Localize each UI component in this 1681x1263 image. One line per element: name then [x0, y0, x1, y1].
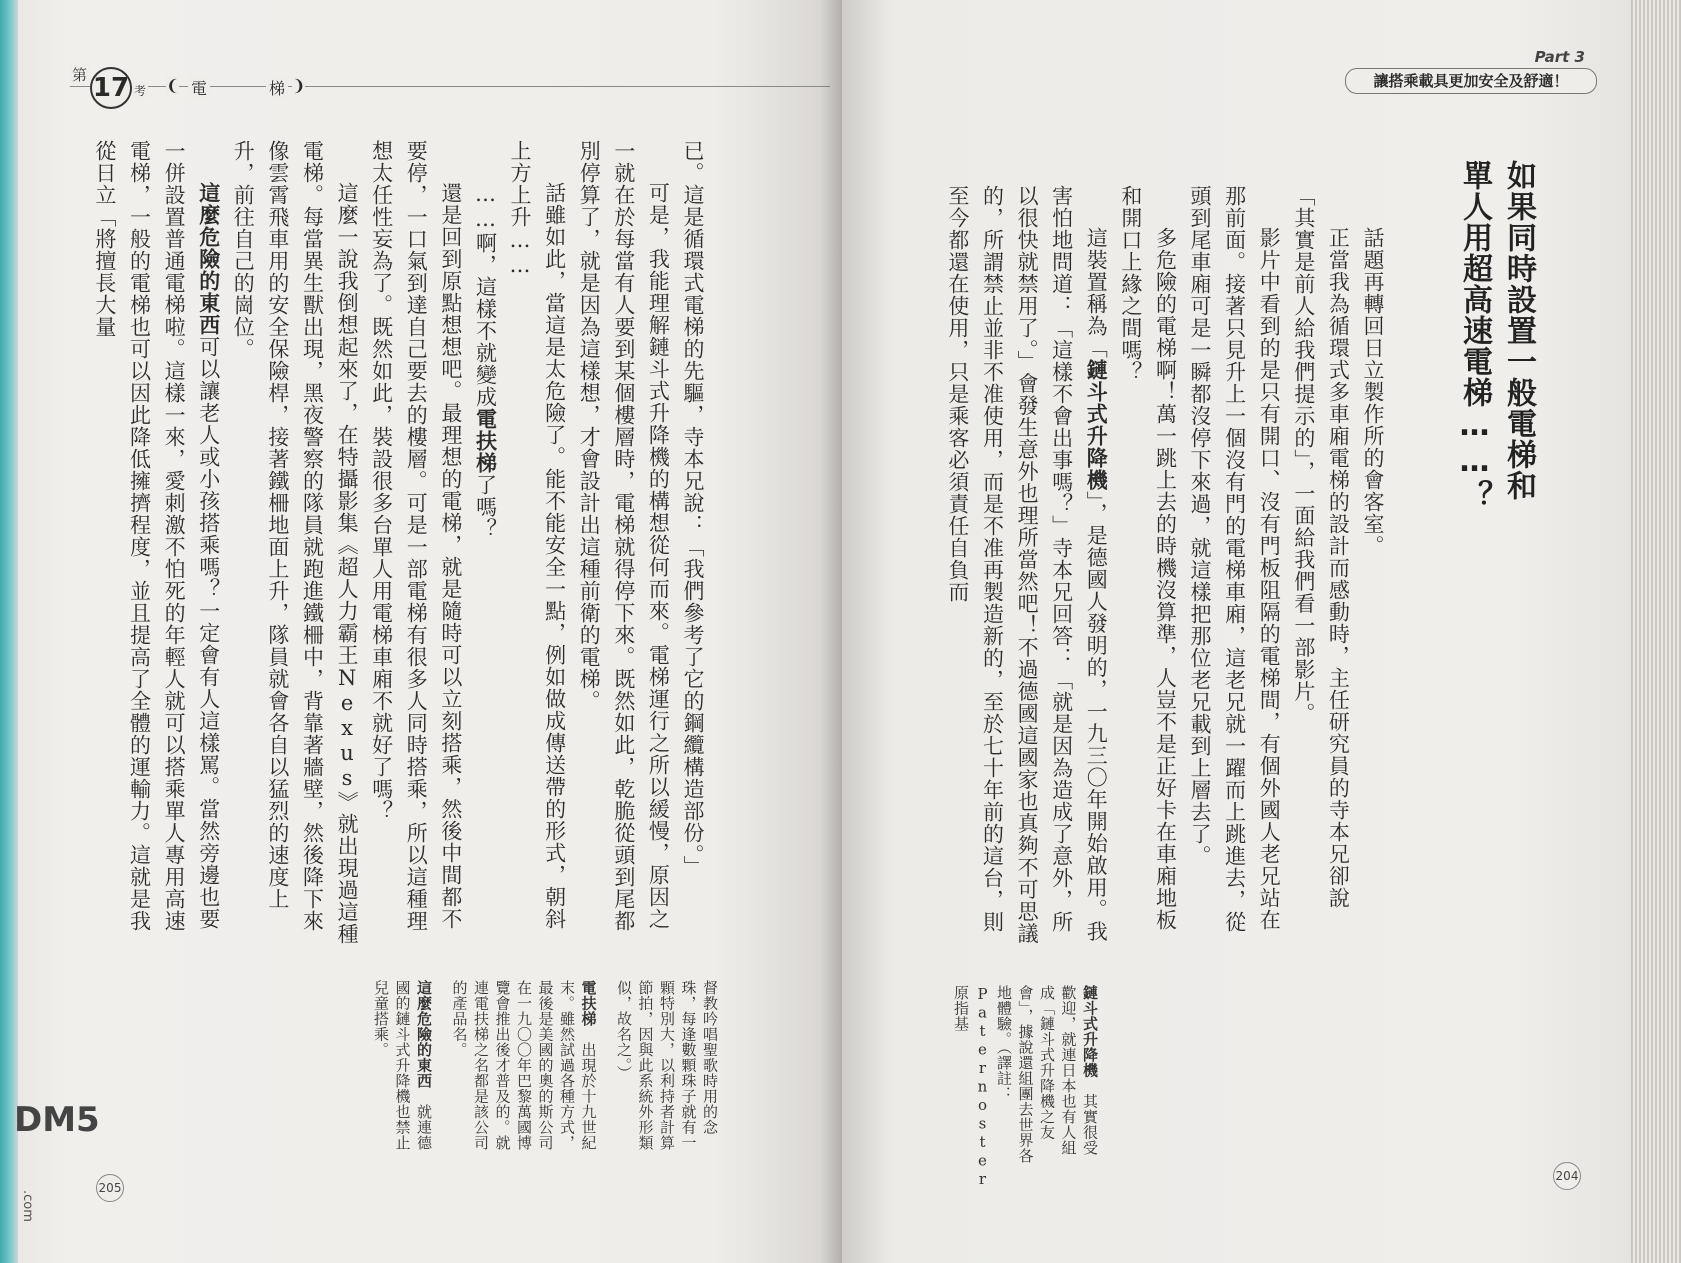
- header-rule: [70, 86, 830, 87]
- page-edges: [1631, 0, 1681, 1263]
- paragraph: 影片中看到的是只有開口、沒有門板阻隔的電梯間，有個外國人老兄站在那前面。接著只見升上一個沒有門的電梯車廂，這老兄就一躍而上跳進去，從頭到尾車廂可是一瞬都沒停下來過，就這樣把那位老兄載到上層去了。: [1188, 185, 1282, 933]
- left-body-text: [92, 140, 710, 945]
- paragraph: 這麼一說我倒想起來了，在特攝影集《超人力霸王Nexus》就出現過這種電梯。每當異生獸出現，黑夜警察的隊員就跑進鐵柵中，背靠著牆壁，然後降下來像雲霄飛車用的安全保險桿，接著鐵柵地面上升，隊員就會各自以猛烈的速度上升，前往自己的崗位。: [231, 140, 360, 945]
- ornament-icon: ❩: [292, 76, 306, 95]
- page-number-left: 205: [96, 1174, 124, 1202]
- paragraph: 多危險的電梯啊！萬一跳上去的時機沒算準，人豈不是正好卡在車廂地板和開口上緣之間嗎？: [1118, 185, 1178, 931]
- ornament-icon: ❨: [166, 76, 180, 95]
- part-tagline: 讓搭乘載具更加安全及舒適！: [1345, 68, 1597, 94]
- footnote: 督教吟唱聖歌時用的念珠，每逢數顆珠子就有一顆特別大，以利持者計算節拍，因與此系統外形類似，故名之。）: [615, 980, 719, 1151]
- footnote: 鏈斗式升降機 其實很受歡迎，就連日本也有人組成「鏈斗式升降機之友會」，據說還組團去世界各地體驗。（譯註：Paternoster原指基: [952, 985, 1099, 1189]
- footnote: 電扶梯 出現於十九世紀末。雖然試過各種方式，最後是美國的奧的斯公司在一九〇〇年巴黎萬國博覽會推出後才普及的。就連電扶梯之名都是該公司的產品名。: [450, 980, 598, 1151]
- left-footnotes: [180, 980, 720, 1160]
- paragraph: 話題再轉回日立製作所的會客室。: [1361, 227, 1385, 557]
- paragraph: ……啊，這樣不就變成電扶梯了嗎？: [473, 182, 498, 540]
- term-dangerous: 這麼危險的東西: [196, 182, 221, 336]
- paragraph: 還是回到原點想想吧。最理想的電梯，就是隨時可以立刻搭乘，然後中間都不要停，一口氣到達自己要去的樓層。可是一部電梯有很多人同時搭乘，所以這種理想太任性妄為了。既然如此，裝設很多台單人用電梯車廂不就好了嗎？: [369, 140, 463, 932]
- right-footnotes: [952, 985, 1100, 1189]
- section-heading: [1440, 160, 1540, 680]
- paragraph: 正當我為循環式多車廂電梯的設計而感動時，主任研究員的寺本兄卻說「其實是前人給我們提示的」，一面給我們看一部影片。: [1291, 185, 1351, 909]
- cover-edge: [0, 0, 18, 1263]
- paragraph: 可是，我能理解鏈斗式升降機的構想從何而來。電梯運行之所以緩慢，原因之一就在於每當有人要到某個樓層時，電梯就得停下來。既然如此，乾脆從頭到尾都別停算了，就是因為這樣想，才會設計出這種前衛的電梯。: [577, 140, 671, 932]
- header-title-char-2: 梯: [266, 76, 288, 99]
- paragraph: 話雖如此，當這是太危險了。能不能安全一點，例如做成傳送帶的形式，朝斜上方上升……: [508, 140, 567, 930]
- header-title-char-1: 電: [188, 76, 210, 99]
- footnote: 這麼危險的東西 就連德國的鏈斗式升降機也禁止兒童搭乘。: [372, 980, 433, 1151]
- page-number-right: 204: [1553, 1162, 1581, 1190]
- paragraph: 已。這是循環式電梯的先驅，寺本兄說：「我們參考了它的鋼纜構造部份。」: [681, 140, 705, 878]
- right-header: [1345, 48, 1595, 98]
- right-body-text: [945, 185, 1390, 945]
- paragraph: 這裝置稱為「鏈斗式升降機」，是德國人發明的，一九三〇年開始啟用。我害怕地問道：「這樣不會出事嗎？」寺本兄回答：「就是因為造成了意外，所以很快就禁用了。」會發生意外也理所當然吧！不過德國這國家也真夠不可思議的，所謂禁止並非不准使用，而是不准再製造新的，至於七十年前的這台，則至今都還在使用，只是乘客必須責任自負而: [945, 185, 1109, 945]
- part-label: Part 3: [1534, 48, 1585, 66]
- watermark-logo: DM5: [14, 1100, 100, 1140]
- heading-line-1: 如果同時設置一般電梯和: [1501, 160, 1536, 501]
- chapter-number: 17: [90, 67, 132, 109]
- heading-line-2: 單人用超高速電梯……？: [1457, 160, 1492, 511]
- chapter-prefix: 第: [72, 66, 88, 84]
- paragraph: 這麼危險的東西可以讓老人或小孩搭乘嗎？一定會有人這樣罵。當然旁邊也要一併設置普通電梯啦。這樣一來，愛刺激不怕死的年輕人就可以搭乘單人專用高速電梯，一般的電梯也可以因此降低擁擠程度，並且提高了全體的運輸力。這就是我從日立「將擅長大量: [92, 140, 221, 932]
- chapter-suffix: 考: [134, 84, 147, 98]
- term-paternoster: 鏈斗式升降機: [1084, 359, 1109, 491]
- term-escalator: 電扶梯: [473, 408, 498, 474]
- left-header: [70, 64, 830, 108]
- watermark-domain: .com: [20, 1190, 35, 1222]
